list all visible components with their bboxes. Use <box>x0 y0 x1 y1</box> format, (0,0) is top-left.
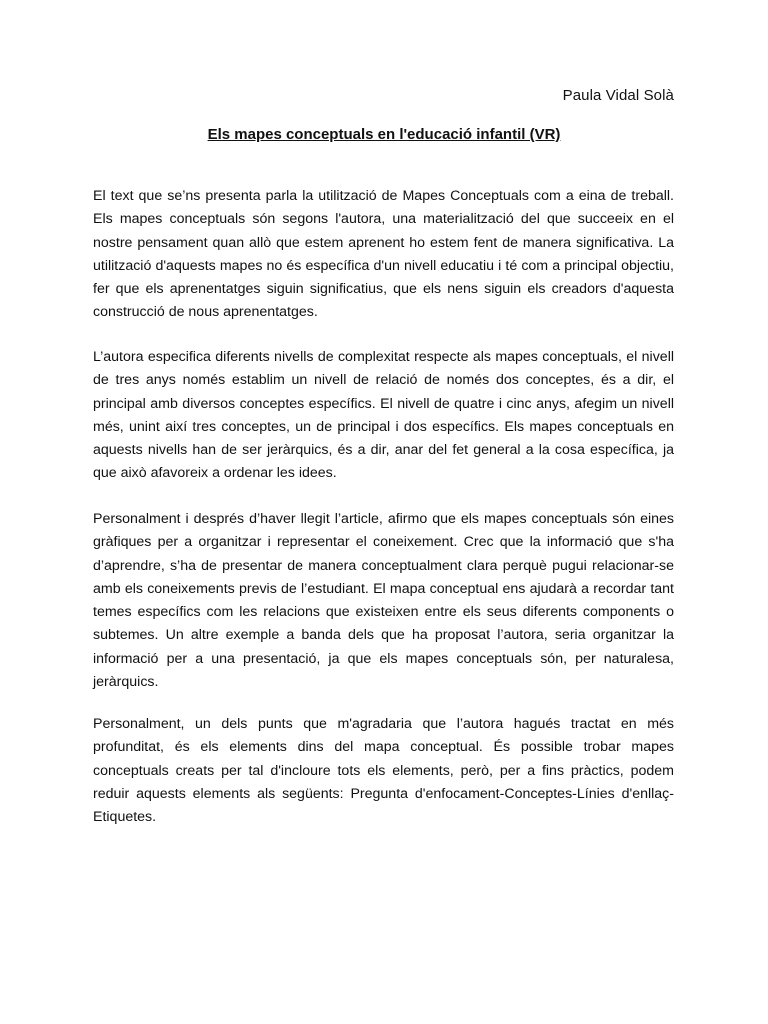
document-title: Els mapes conceptuals en l'educació infantil (VR) <box>207 126 561 143</box>
body-paragraph: Personalment, un dels punts que m'agradaria que l’autora hagués tractat en més profunditat, és els elements dins del mapa conceptual. És possible trobar mapes conceptuals creats per tal d'incloure tots els elements, però, per a fins pràctics, podem reduir aquests elements als següents: Pregunta d'enfocament-Conceptes-Línies d'enllaç-Etiquetes. <box>93 716 674 826</box>
body-paragraph: Personalment i després d’haver llegit l’article, afirmo que els mapes conceptuals són eines gràfiques per a organitzar i representar el coneixement. Crec que la informació que s'ha d’aprendre, s’ha de presentar de manera conceptualment clara perquè pugui relacionar-se amb els coneixements previs de l’estudiant. El mapa conceptual ens ajudarà a recordar tant temes específics com les relacions que existeixen entre els seus diferents components o subtemes. Un altre exemple a banda dels que ha proposat l’autora, seria organitzar la informació per a una presentació, ja que els mapes conceptuals són, per naturalesa, jeràrquics. <box>93 511 674 691</box>
body-paragraph: L’autora especifica diferents nivells de complexitat respecte als mapes conceptuals, el nivell de tres anys només establim un nivell de relació de només dos conceptes, és a dir, el principal amb diversos conceptes específics. El nivell de quatre i cinc anys, afegim un nivell més, unint així tres conceptes, un de principal i dos específics. Els mapes conceptuals en aquests nivells han de ser jeràrquics, és a dir, anar del fet general a la cosa específica, ja que això afavoreix a ordenar les idees. <box>93 349 674 482</box>
author-name: Paula Vidal Solà <box>562 87 674 104</box>
body-paragraph: El text que se’ns presenta parla la utilització de Mapes Conceptuals com a eina de treball. Els mapes conceptuals són segons l'autora, una materialització del que succeeix en el nostre pensament quan allò que estem aprenent ho estem fent de manera significativa. La utilització d'aquests mapes no és específica d'un nivell educatiu i té com a principal objectiu, fer que els aprenentatges siguin significatius, que els nens siguin els creadors d'aquesta construcció de nous aprenentatges. <box>93 188 674 321</box>
